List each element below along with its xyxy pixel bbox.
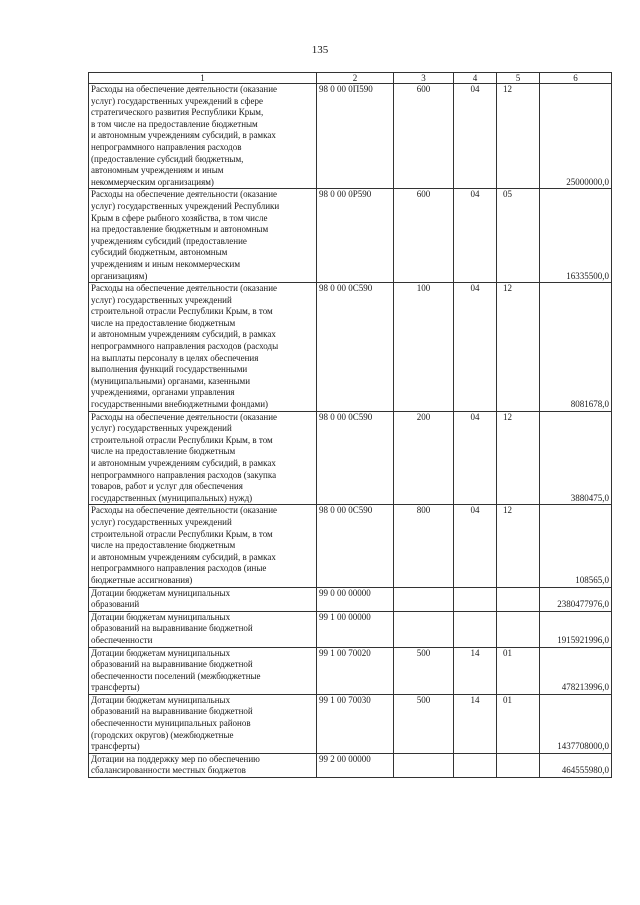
row-expense-type	[394, 611, 454, 647]
row-description	[89, 587, 317, 611]
table-row	[89, 753, 612, 777]
row-description-text: Расходы на обеспечение деятельности (оказание услуг) государственных учреждений Республики Крым в сфере рыбного хозяйства, в том числе на предоставление бюджетным и автономным учреждениям субсидий (предоставление субсидий бюджетным, автономным учреждениям и иным некоммерческим организациям)	[91, 189, 280, 281]
row-amount: 478213996,0	[540, 647, 612, 694]
row-expense-type: 600	[394, 84, 454, 189]
row-subsection	[497, 753, 540, 777]
column-header: 5	[497, 73, 540, 84]
row-amount: 25000000,0	[540, 84, 612, 189]
row-description	[89, 283, 317, 412]
row-section	[454, 611, 497, 647]
table-row	[89, 611, 612, 647]
row-amount: 2380477976,0	[540, 587, 612, 611]
row-subsection: 12	[497, 84, 540, 189]
table-header-row	[89, 73, 612, 84]
row-section: 04	[454, 411, 497, 505]
row-expense-type: 600	[394, 189, 454, 283]
column-header: 2	[317, 73, 394, 84]
row-description	[89, 647, 317, 694]
column-header: 4	[454, 73, 497, 84]
table-row	[89, 189, 612, 283]
row-amount: 1915921996,0	[540, 611, 612, 647]
column-header: 3	[394, 73, 454, 84]
row-description	[89, 611, 317, 647]
row-subsection: 01	[497, 647, 540, 694]
row-expense-type: 500	[394, 694, 454, 753]
row-section: 04	[454, 189, 497, 283]
row-description	[89, 505, 317, 587]
table-row	[89, 283, 612, 412]
column-header: 6	[540, 73, 612, 84]
row-code: 99 0 00 00000	[317, 587, 394, 611]
row-subsection: 12	[497, 411, 540, 505]
row-section: 04	[454, 84, 497, 189]
row-amount: 1437708000,0	[540, 694, 612, 753]
row-code: 98 0 00 0Р590	[317, 189, 394, 283]
row-subsection: 01	[497, 694, 540, 753]
row-description-text: Дотации бюджетам муниципальных образований	[91, 587, 231, 610]
row-description-text: Дотации на поддержку мер по обеспечению сбалансированности местных бюджетов	[91, 753, 260, 776]
row-expense-type	[394, 587, 454, 611]
row-subsection: 12	[497, 283, 540, 412]
row-amount: 8081678,0	[540, 283, 612, 412]
row-description-text: Расходы на обеспечение деятельности (оказание услуг) государственных учреждений строительной отрасли Республики Крым, в том числе на предоставление бюджетным и автономным учреждениям субсидий, в рамках непрограммного направления расходов (расходы на выплаты персоналу в целях обеспечения выполнения функций государственными (муниципальными) органами, казенными учреждениями, органами управления государственными внебюджетными фондами)	[91, 283, 279, 410]
row-section: 04	[454, 283, 497, 412]
row-code: 98 0 00 0П590	[317, 84, 394, 189]
table-row	[89, 587, 612, 611]
row-description	[89, 84, 317, 189]
row-expense-type: 100	[394, 283, 454, 412]
table-row	[89, 647, 612, 694]
page-number: 135	[311, 44, 329, 56]
row-amount: 3880475,0	[540, 411, 612, 505]
row-expense-type: 800	[394, 505, 454, 587]
row-subsection	[497, 587, 540, 611]
table-row	[89, 84, 612, 189]
row-amount: 108565,0	[540, 505, 612, 587]
row-section	[454, 587, 497, 611]
row-description-text: Дотации бюджетам муниципальных образований на выравнивание бюджетной обеспеченности муниципальных районов (городских округов) (межбюджетные трансферты)	[91, 694, 253, 752]
row-code: 98 0 00 0С590	[317, 283, 394, 412]
row-section	[454, 753, 497, 777]
row-expense-type: 200	[394, 411, 454, 505]
row-description-text: Дотации бюджетам муниципальных образований на выравнивание бюджетной обеспеченности	[91, 611, 253, 645]
row-code: 99 1 00 00000	[317, 611, 394, 647]
row-section: 14	[454, 647, 497, 694]
row-code: 99 2 00 00000	[317, 753, 394, 777]
row-subsection	[497, 611, 540, 647]
row-code: 99 1 00 70030	[317, 694, 394, 753]
row-subsection: 12	[497, 505, 540, 587]
table-row	[89, 411, 612, 505]
row-subsection: 05	[497, 189, 540, 283]
row-description-text: Расходы на обеспечение деятельности (оказание услуг) государственных учреждений строительной отрасли Республики Крым, в том числе на предоставление бюджетным и автономным учреждениям субсидий, в рамках непрограммного направления расходов (закупка товаров, работ и услуг для обеспечения государственных (муниципальных) нужд)	[91, 411, 278, 503]
row-amount: 16335500,0	[540, 189, 612, 283]
row-section: 04	[454, 505, 497, 587]
row-description-text: Расходы на обеспечение деятельности (оказание услуг) государственных учреждений в сфере стратегического развития Республики Крым, в том числе на предоставление бюджетным и автономным учреждениям субсидий, в рамках непрограммного направления расходов (предоставление субсидий бюджетным, автономным учреждениям и иным некоммерческим организациям)	[91, 84, 278, 187]
row-section: 14	[454, 694, 497, 753]
column-header: 1	[89, 73, 317, 84]
table-row	[89, 505, 612, 587]
row-expense-type: 500	[394, 647, 454, 694]
row-code: 99 1 00 70020	[317, 647, 394, 694]
budget-table	[88, 72, 612, 778]
row-amount: 464555980,0	[540, 753, 612, 777]
row-description	[89, 189, 317, 283]
row-expense-type	[394, 753, 454, 777]
row-description	[89, 411, 317, 505]
table-row	[89, 694, 612, 753]
row-code: 98 0 00 0С590	[317, 505, 394, 587]
row-description-text: Расходы на обеспечение деятельности (оказание услуг) государственных учреждений строительной отрасли Республики Крым, в том числе на предоставление бюджетным и автономным учреждениям субсидий, в рамках непрограммного направления расходов (иные бюджетные ассигнования)	[91, 505, 278, 585]
row-description-text: Дотации бюджетам муниципальных образований на выравнивание бюджетной обеспеченности поселений (межбюджетные трансферты)	[91, 647, 261, 693]
row-description	[89, 694, 317, 753]
row-description	[89, 753, 317, 777]
row-code: 98 0 00 0С590	[317, 411, 394, 505]
